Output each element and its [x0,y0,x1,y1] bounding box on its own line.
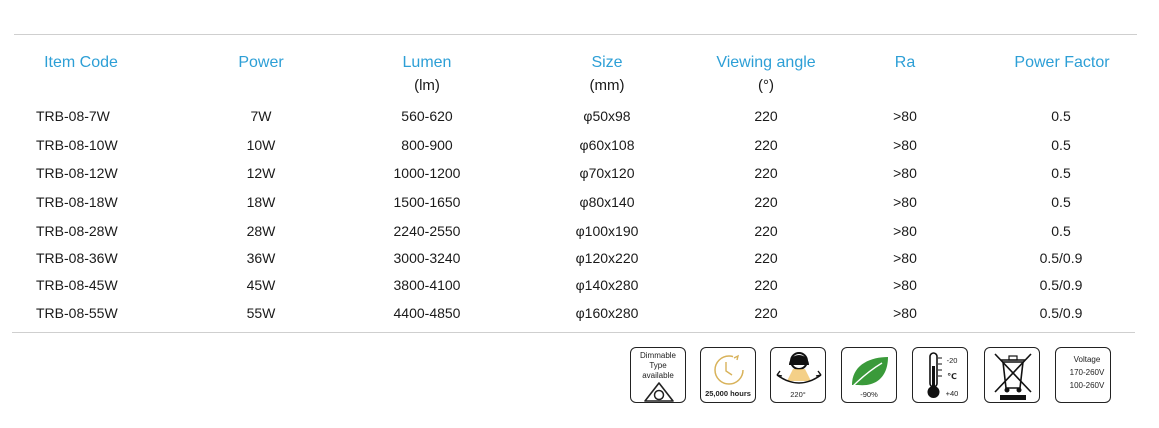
cell-item-code: TRB-08-18W [36,194,118,210]
weee-bin-icon [984,347,1040,403]
cell-power-factor: 0.5 [1051,108,1071,124]
cell-ra: >80 [893,277,917,293]
bottom-divider [12,332,1135,333]
col-header-lumen: Lumen [402,54,452,71]
cell-item-code: TRB-08-28W [36,223,118,239]
voltage-range-1: 170-260V [1069,368,1105,377]
beam-angle-icon [770,347,826,403]
cell-lumen: 1000-1200 [393,165,461,181]
cell-viewing-angle: 220 [754,137,778,153]
voltage-range-2: 100-260V [1069,381,1105,390]
col-header-size: Size [591,54,623,71]
beam-angle-label: 220° [790,390,806,399]
cell-power-factor: 0.5/0.9 [1039,277,1083,293]
cell-power: 12W [246,165,276,181]
cell-ra: >80 [893,194,917,210]
unit-viewing-angle: (°) [758,77,774,94]
cell-ra: >80 [893,305,917,321]
cell-lumen: 1500-1650 [393,194,461,210]
cell-item-code: TRB-08-36W [36,250,118,266]
cell-size: φ60x108 [579,137,635,153]
energy-saving-label: -90% [860,390,878,399]
cell-power-factor: 0.5/0.9 [1039,305,1083,321]
cell-lumen: 800-900 [401,137,453,153]
cell-ra: >80 [893,165,917,181]
voltage-title: Voltage [1073,355,1101,364]
cell-size: φ100x190 [575,223,639,239]
cell-lumen: 3800-4100 [393,277,461,293]
cell-size: φ70x120 [579,165,635,181]
cell-ra: >80 [893,250,917,266]
cell-viewing-angle: 220 [754,223,778,239]
cell-power-factor: 0.5/0.9 [1039,250,1083,266]
cell-power: 10W [246,137,276,153]
cell-power-factor: 0.5 [1051,165,1071,181]
dimmable-line-1: Dimmable [639,351,676,360]
cell-item-code: TRB-08-45W [36,277,118,293]
col-header-power: Power [238,54,284,71]
col-header-item-code: Item Code [44,54,118,71]
col-header-ra: Ra [894,54,916,71]
cell-viewing-angle: 220 [754,250,778,266]
cell-power-factor: 0.5 [1051,223,1071,239]
dimmable-line-3: available [642,371,674,380]
cell-power: 28W [246,223,276,239]
cell-size: φ120x220 [575,250,639,266]
cell-lumen: 560-620 [401,108,453,124]
cell-power: 45W [246,277,276,293]
cell-power: 36W [246,250,276,266]
dimmable-line-2: Type [649,361,667,370]
lifetime-label: 25,000 hours [705,389,751,398]
energy-saving-icon [841,347,897,403]
unit-lumen: (lm) [414,77,440,94]
unit-size: (mm) [589,77,625,94]
dimmable-icon [630,347,686,403]
cell-viewing-angle: 220 [754,194,778,210]
temp-unit: ℃ [947,372,957,381]
col-header-power-factor: Power Factor [1014,54,1110,71]
col-header-viewing-angle: Viewing angle [716,54,816,71]
cell-ra: >80 [893,137,917,153]
cell-lumen: 4400-4850 [393,305,461,321]
cell-item-code: TRB-08-55W [36,305,118,321]
temperature-icon [912,347,968,403]
cell-power-factor: 0.5 [1051,137,1071,153]
cell-power: 55W [246,305,276,321]
cell-ra: >80 [893,108,917,124]
cell-lumen: 2240-2550 [393,223,461,239]
feature-icons [630,347,1120,407]
temp-min: -20 [946,356,958,365]
cell-item-code: TRB-08-12W [36,165,118,181]
cell-viewing-angle: 220 [754,165,778,181]
cell-power: 7W [250,108,272,124]
cell-size: φ50x98 [583,108,631,124]
top-divider [14,34,1137,35]
cell-item-code: TRB-08-7W [36,108,110,124]
cell-power-factor: 0.5 [1051,194,1071,210]
lifetime-icon [700,347,756,403]
voltage-icon [1055,347,1111,403]
cell-power: 18W [246,194,276,210]
cell-viewing-angle: 220 [754,277,778,293]
cell-item-code: TRB-08-10W [36,137,118,153]
cell-viewing-angle: 220 [754,108,778,124]
cell-size: φ140x280 [575,277,639,293]
cell-size: φ160x280 [575,305,639,321]
cell-lumen: 3000-3240 [393,250,461,266]
cell-viewing-angle: 220 [754,305,778,321]
temp-max: +40 [945,389,959,398]
cell-size: φ80x140 [579,194,635,210]
cell-ra: >80 [893,223,917,239]
